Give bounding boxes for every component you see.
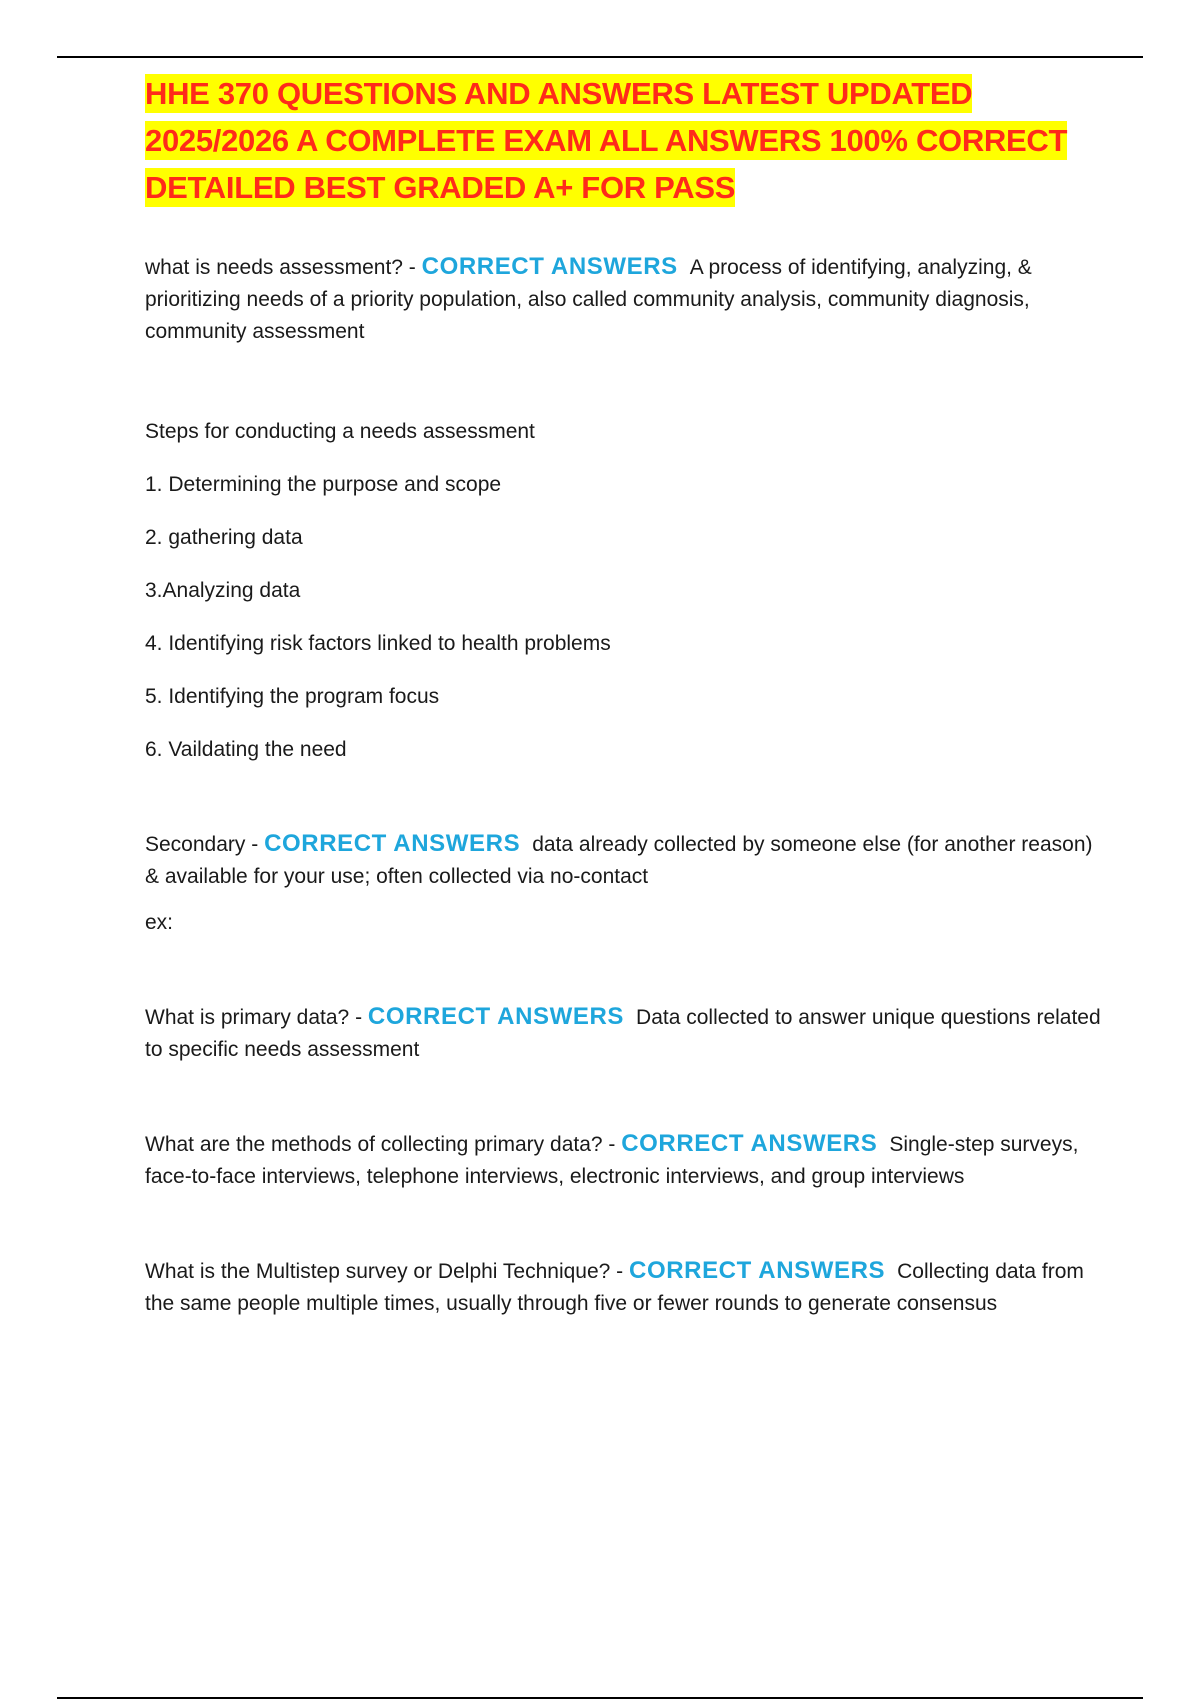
step-item: 5. Identifying the program focus	[145, 685, 440, 708]
answer-text: Single-step surveys, face-to-face interviews, telephone interviews, electronic interviews, and group interviews	[145, 1133, 1079, 1188]
correct-answers-label: CORRECT ANSWERS	[621, 1130, 878, 1157]
qa-delphi-technique	[145, 1255, 1105, 1320]
answer-text: Data collected to answer unique questions related to specific needs assessment	[145, 1006, 1101, 1061]
document-title: HHE 370 QUESTIONS AND ANSWERS LATEST UPDATED 2025/2026 A COMPLETE EXAM ALL ANSWERS 100% CORRECT DETAILED BEST GRADED A+ FOR PASS	[145, 76, 1068, 205]
example-label: ex:	[145, 911, 174, 934]
correct-answers-label: CORRECT ANSWERS	[264, 830, 521, 857]
correct-answers-label: CORRECT ANSWERS	[629, 1257, 886, 1284]
question-text: What are the methods of collecting primary data? -	[145, 1133, 622, 1156]
document-body	[145, 70, 1105, 1320]
qa-needs-assessment	[145, 251, 1105, 348]
step-item: 1. Determining the purpose and scope	[145, 473, 502, 496]
qa-primary-data	[145, 1001, 1105, 1066]
step-item: 4. Identifying risk factors linked to health problems	[145, 632, 611, 655]
question-text: What is the Multistep survey or Delphi Technique? -	[145, 1260, 630, 1283]
correct-answers-label: CORRECT ANSWERS	[421, 253, 678, 280]
top-rule	[57, 56, 1143, 58]
correct-answers-label: CORRECT ANSWERS	[367, 1003, 625, 1030]
question-text: what is needs assessment? -	[145, 256, 422, 279]
step-item: 3.Analyzing data	[145, 579, 301, 602]
steps-heading: Steps for conducting a needs assessment	[145, 420, 535, 443]
answer-text: A process of identifying, analyzing, & prioritizing needs of a priority population, also called community analysis, community diagnosis, community assessment	[145, 256, 1032, 343]
qa-primary-data-methods	[145, 1128, 1105, 1193]
question-text: What is primary data? -	[145, 1006, 368, 1029]
answer-text: data already collected by someone else (for another reason) & available for your use; often collected via no-contact	[145, 833, 1093, 888]
question-text: Secondary -	[145, 833, 265, 856]
step-item: 2. gathering data	[145, 526, 303, 549]
answer-text: Collecting data from the same people multiple times, usually through five or fewer rounds to generate consensus	[145, 1260, 1084, 1315]
bottom-rule	[57, 1697, 1143, 1699]
step-item: 6. Vaildating the need	[145, 738, 347, 761]
qa-secondary-data	[145, 828, 1105, 893]
